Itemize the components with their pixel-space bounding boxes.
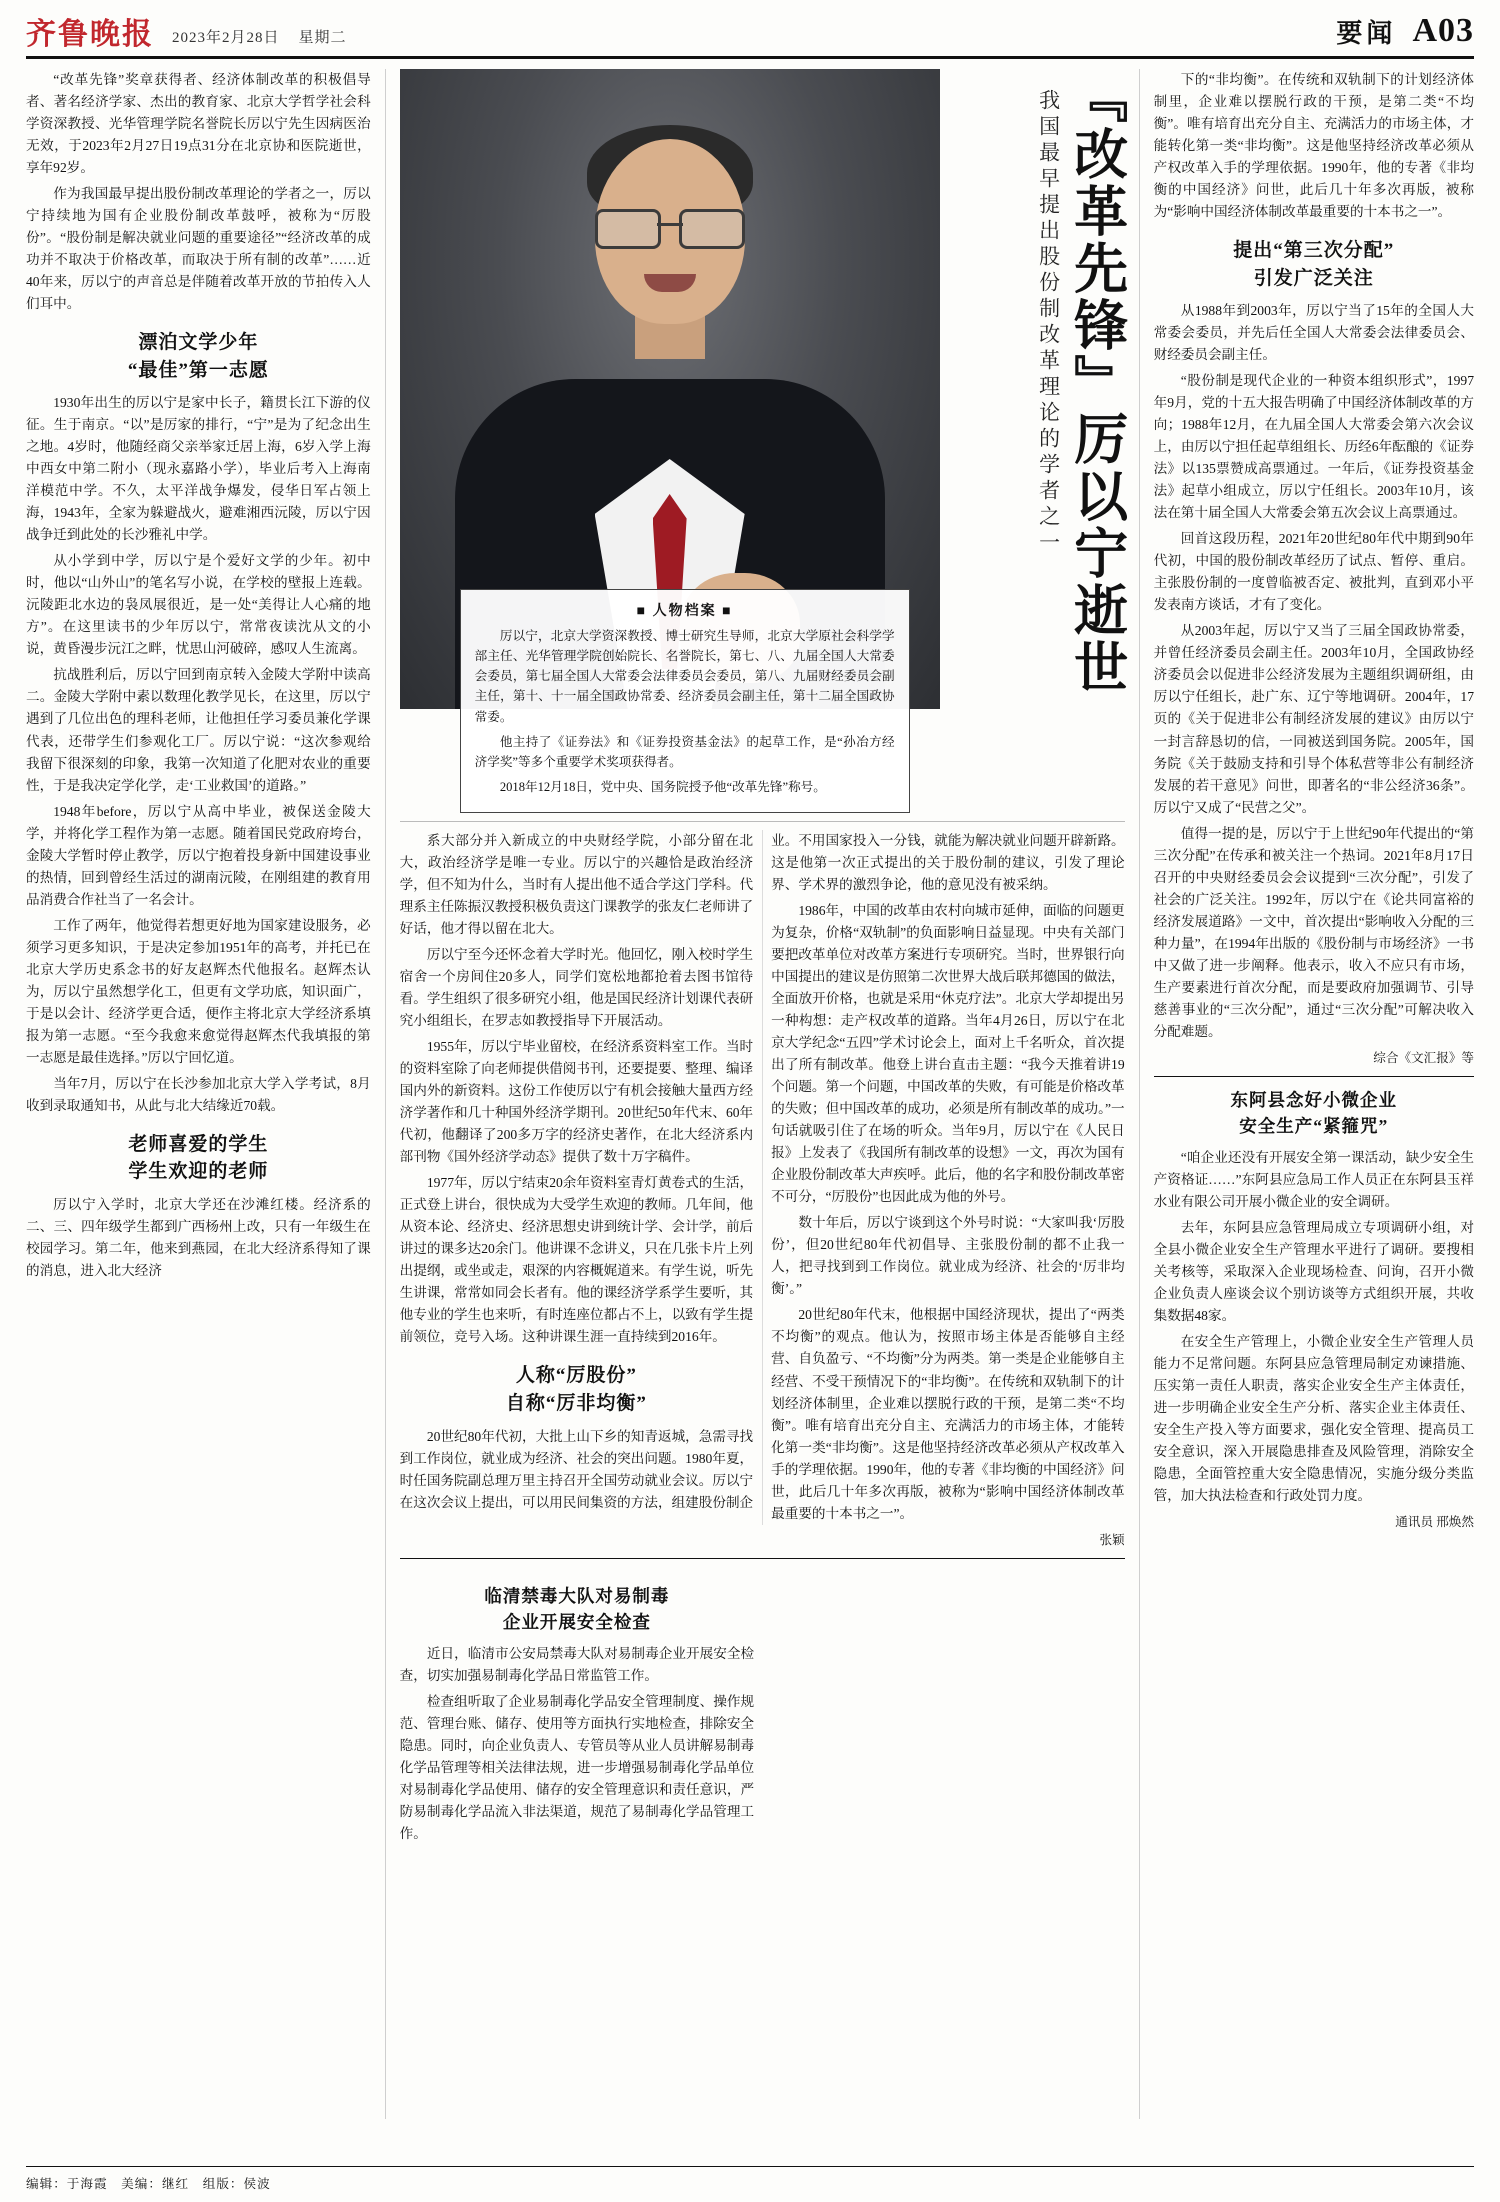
archive-p2: 他主持了《证券法》和《证券投资基金法》的起草工作，是“孙冶方经济学奖”等多个重要学术奖项获得者。 xyxy=(474,734,895,769)
page-footer: 编辑：于海霞 美编：继红 组版：侯波 xyxy=(26,2166,1474,2192)
archive-p1: 厉以宁，北京大学资深教授、博士研究生导师，北京大学原社会科学学部主任、光华管理学院创始院长、名誉院长，第七、八、九届全国人大常委会委员，第七届全国人大常委会法律委员会委员，第八、九届财经委员会副主任，第十、十一届全国政协常委、经济委员会副主任，第十二届全国政协常委。 xyxy=(474,629,895,724)
m-b2: 1986年，中国的改革由农村向城市延伸，面临的问题更为复杂，价格“双轨制”的负面影响日益显现。中央有关部门要把改革单位对改革方案进行专项研究。当时，世界银行向中国提出的建议是仿照第二次世界大战后联邦德国的做法，全面放开价格，也就是采用“休克疗法”。北京大学却提出另一种构想：走产权改革的道路。当年4月26日，厉以宁在北京大学纪念“五四”学术讨论会上，面对上千名听众，首次提出了所有制改革。他登上讲台直击主题：“我今天推着讲19个问题。第一个问题，中国改革的失败，有可能是价格改革的失败；但中国改革的成功，必须是所有制改革的成功。”一句话就吸引住了在场的听众。当年9月，厉以宁在《人民日报》上发表了《我国所有制改革的设想》一文，再次为国有企业股份制改革大声疾呼。此后，他的名字和股份制改革密不可分，“厉股份”也因此成为他的外号。 xyxy=(771,903,1125,1205)
mid-text-columns xyxy=(400,830,1125,1524)
r1-p4: 从2003年起，厉以宁又当了三届全国政协常委，并曾任经济委员会副主任。2003年10月，全国政协经济委员会以促进非公经济发展为主题组织调研组，由厉以宁任组长，赴广东、辽宁等地调研。2004年，17页的《关于促进非公有制经济发展的建议》由厉以宁一封言辞恳切的信，一同被送到国务院。2005年，国务院《关于鼓励支持和引导个体私营等非公有制经济发展的若干意见》问世，即著名的“非公经济36条”。厉以宁又成了“民营之父”。 xyxy=(1153,623,1474,815)
left-subhead-1 xyxy=(26,329,371,384)
weekday-text: 星期二 xyxy=(298,30,347,46)
right-column xyxy=(1154,69,1474,2119)
hero-headline: 『改革先锋』厉以宁逝世 xyxy=(1065,69,1130,696)
right-bottom-headline xyxy=(1154,1087,1474,1140)
mid-subhead-line2: 自称“厉非均衡” xyxy=(505,1393,647,1415)
hero-block xyxy=(400,69,1130,813)
l1-p4: 1948年before，厉以宁从高中毕业，被保送金陵大学，并将化学工程作为第一志愿。随着国民党政府垮台，金陵大学暂时停止教学，厉以宁抱着投身新中国建设事业的热情，回到曾经生活过的湖南沅陵，在刚组建的教育用品消费合作社当了一名会计。 xyxy=(26,803,371,907)
r-top-p1: 下的“非均衡”。在传统和双轨制下的计划经济体制里，企业难以摆脱行政的干预，是第二类“不均衡”。唯有培育出充分自主、充满活力的市场主体，才能转化第一类“非均衡”。这是他坚持经济改革必须从产权改革入手的学理依据。1990年，他的专著《非均衡的中国经济》问世，此后几十年多次再版，被称为“影响中国经济体制改革最重要的十本书之一”。 xyxy=(1153,72,1474,220)
left-subhead-1-line1: 漂泊文学少年 xyxy=(138,332,259,354)
archive-title: ■ 人物档案 ■ xyxy=(636,604,733,619)
lead-paragraphs xyxy=(26,69,371,315)
archive-box xyxy=(460,589,910,813)
r1-p1: 从1988年到2003年，厉以宁当了15年的全国人大常委会委员，并先后任全国人大常委会法律委员会、财经委员会副主任。 xyxy=(1153,303,1474,363)
left-subhead-1-line2: “最佳”第一志愿 xyxy=(127,359,269,381)
middle-column xyxy=(399,69,1130,2119)
m-c1: 数十年后，厉以宁谈到这个外号时说：“大家叫我‘厉股份’，但20世纪80年代初倡导、主张股份制的都不止我一人，把寻找到到工作岗位。就业成为经济、社会的‘厉非均衡’。” xyxy=(771,1215,1125,1297)
masthead-right xyxy=(1336,12,1474,50)
left-column xyxy=(26,69,371,2119)
section-name: 要闻 xyxy=(1336,19,1397,48)
mid-bottom-article xyxy=(400,1573,1125,1850)
page-number: A03 xyxy=(1412,12,1474,49)
mid-bottom-rule xyxy=(400,1558,1125,1559)
hero-photo-wrap xyxy=(400,69,940,813)
r1-p5: 值得一提的是，厉以宁于上世纪90年代提出的“第三次分配”在传承和被关注一个热词。2021年8月17日召开的中央财经委员会会议提到“三次分配”，引发了社会的广泛关注。1992年，厉以宁在《论共同富裕的经济发展道路》一文中，首次提出“影响收入分配的三种力量”，在1994年出版的《股份制与市场经济》一书中又做了进一步阐释。他表示，收入不应只有市场，生产要素进行首次分配，而是要政府加强调节、引导慈善事业的“三次分配”，通过“三次分配”可解决收入分配难题。 xyxy=(1153,825,1474,1039)
hero-title-block xyxy=(950,69,1130,813)
mid-rule xyxy=(400,821,1125,822)
right-subhead-1 xyxy=(1154,237,1474,292)
right-bottom-rule xyxy=(1154,1076,1474,1077)
page-content xyxy=(26,59,1474,2119)
r1-p2: “股份制是现代企业的一种资本组织形式”，1997年9月，党的十五大报告明确了中国经济体制改革的方向；1988年12月，在九届全国人大常委会第六次会议上，由厉以宁担任起草组组长、历经6年酝酿的《证券法》以135票赞成高票通过。一年后，《证券投资基金法》起草小组成立，厉以宁任组长。2003年10月，该法在第十届全国人大常委会第五次会议上高票通过。 xyxy=(1153,373,1474,521)
left-subhead-2 xyxy=(26,1131,371,1186)
right-bottom-credit: 通讯员 邢焕然 xyxy=(1395,1515,1474,1530)
m-a2: 厉以宁至今还怀念着大学时光。他回忆，刚入校时学生宿舍一个房间住20多人，同学们宽松地都抢着去图书馆待看。学生组织了很多研究小组，他是国民经济计划课代表研究小组组长，在罗志如教授指导下开展活动。 xyxy=(399,947,754,1029)
m-a3: 1955年，厉以宁毕业留校，在经济系资料室工作。当时的资料室除了向老师提供借阅书刊，还要提要、整理、编译国内外的新资料。这份工作使厉以宁有机会接触大量西方经济学著作和几十种国外经济学期刊。20世纪50年代末、60年代初，他翻译了200多万字的经济史著作，在北大经济系内部刊物《国外经济学动态》提供了数十万字稿件。 xyxy=(399,1039,754,1165)
l1-p5: 工作了两年，他觉得若想更好地为国家建设服务，必须学习更多知识，于是决定参加1951年的高考，并托已在北京大学历史系念书的好友赵辉杰代他报名。赵辉杰认为，厉以宁虽然想学化工，但更有文学功底，知识面广，于是以会计、经济学更合适，便作主将北京大学经济系填报为第一志愿。“至今我愈来愈觉得赵辉杰代我填报的第一志愿是最佳选择。”厉以宁回忆道。 xyxy=(26,917,371,1065)
paper-date xyxy=(172,26,347,50)
right-bottom-headline-line1: 东阿县念好小微企业 xyxy=(1230,1089,1398,1110)
mid-subhead-line1: 人称“厉股份” xyxy=(515,1365,637,1387)
left-section-1 xyxy=(26,392,371,1117)
l1-p6: 当年7月，厉以宁在长沙参加北京大学入学考试，8月收到录取通知书，从此与北大结缘近70载。 xyxy=(26,1075,371,1113)
right-credit: 综合《文汇报》等 xyxy=(1373,1050,1474,1065)
mb-p2: 检查组听取了企业易制毒化学品安全管理制度、操作规范、管理台账、储存、使用等方面执行实地检查，排除安全隐患。同时，向企业负责人、专管员等从业人员讲解易制毒化学品管理等相关法律法规，进一步增强易制毒化学品单位对易制毒化学品使用、储存的安全管理意识和责任意识，严防易制毒化学品流入非法渠道，规范了易制毒化学品管理工作。 xyxy=(399,1694,755,1842)
lead-para-1: “改革先锋”奖章获得者、经济体制改革的积极倡导者、著名经济学家、杰出的教育家、北京大学哲学社会科学资深教授、光华管理学院名誉院长厉以宁先生因病医治无效，于2023年2月27日19点31分在北京协和医院逝世，享年92岁。 xyxy=(26,72,371,176)
mid-bottom-right-spacer xyxy=(770,1573,1125,1850)
right-bottom-headline-line2: 安全生产“紧箍咒” xyxy=(1239,1115,1389,1136)
mid-bottom-headline-line1: 临清禁毒大队对易制毒 xyxy=(484,1585,670,1606)
mid-subhead xyxy=(400,1362,754,1417)
m-a4: 1977年，厉以宁结束20余年资料室青灯黄卷式的生活，正式登上讲台，很快成为大受学生欢迎的教师。几年间，他从资本论、经济史、经济思想史讲到统计学、会计学，前后讲过的课多达20余门。他讲课不念讲义，只在几张卡片上列出提纲，或坐或走，艰深的内容概娓道来。有学生说，听先生讲课，常常如同会长者有。他的课经济学系学生要听，其他专业的学生也来听，有时连座位都占不上，以致有学生提前领位，竞号入场。这种讲课生涯一直持续到2016年。 xyxy=(399,1175,754,1345)
archive-p3: 2018年12月18日，党中央、国务院授予他“改革先锋”称号。 xyxy=(499,779,826,794)
left-subhead-2-line1: 老师喜爱的学生 xyxy=(128,1133,269,1155)
paper-name: 齐鲁晚报 xyxy=(26,17,154,52)
l2-p1: 厉以宁入学时，北京大学还在沙滩红楼。经济系的二、三、四年级学生都到广西杨州上改，只有一年级生在校园学习。第二年，他来到燕园，在北大经济系得知了课的消息，进入北大经济 xyxy=(26,1196,371,1278)
mid-bottom-headline-line2: 企业开展安全检查 xyxy=(502,1611,651,1632)
right-subhead-1-line2: 引发广泛关注 xyxy=(1253,267,1374,289)
m-b1: 20世纪80年代初，大批上山下乡的知青返城，急需寻找到工作岗位，就业成为经济、社会的突出问题。1980年夏，时任国务院副总理万里主持召开全国劳动就业会议。厉以宁在这次会议上提出，可以用民间集资的方法，组建股份制企业。不用国家投入一分钱，就能为解决就业问题开辟新路。这是他第一次正式提出的关于股份制的建议，引发了理论界、学术界的激烈争论，他的意见没有被采纳。 xyxy=(399,833,1125,1510)
r1-p3: 回首这段历程，2021年20世纪80年代中期到90年代初，中国的股份制改革经历了试点、暂停、重启。主张股份制的一度曾临被否定、被批判，直到邓小平发表南方谈话，才有了变化。 xyxy=(1153,531,1474,613)
rb-p2: 去年，东阿县应急管理局成立专项调研小组，对全县小微企业安全生产管理水平进行了调研。要搜相关考核等，采取深入企业现场检查、问询，召开小微企业负责人座谈会议个别访谈等方式组织开展，共收集数据48家。 xyxy=(1153,1220,1474,1324)
l1-p1: 1930年出生的厉以宁是家中长子，籍贯长江下游的仪征。生于南京。“以”是厉家的排行，“宁”是为了纪念出生之地。4岁时，他随经商父亲举家迁居上海，6岁入学上海中西女中第二附小（现永嘉路小学），毕业后考入上海南洋模范中学。不久，太平洋战争爆发，侵华日军占领上海，1943年，全家为躲避战火，避难湘西沅陵，厉以宁因战争迁到此处的长沙雅礼中学。 xyxy=(26,395,371,543)
right-subhead-1-line1: 提出“第三次分配” xyxy=(1233,240,1395,262)
masthead xyxy=(26,0,1474,59)
mid-credit: 张颖 xyxy=(1099,1532,1125,1547)
l1-p2: 从小学到中学，厉以宁是个爱好文学的少年。初中时，他以“山外山”的笔名写小说，在学校的壁报上连载。沅陵距北水边的袅凤展很近，是一处“美得让人心痛的地方”。在这里读书的少年厉以宁，常常夜读沈从文的小说，黄昏漫步沅江之畔，忧思山河破碎，感叹人生流离。 xyxy=(26,553,371,657)
hero-subheadline: 我国最早提出股份制改革理论的学者之一 xyxy=(1036,89,1061,557)
column-divider-2 xyxy=(1139,69,1140,2119)
left-section-2 xyxy=(26,1194,371,1282)
rb-p3: 在安全生产管理上，小微企业安全生产管理人员能力不足常问题。东阿县应急管理局制定劝谏措施、压实第一责任人职责，落实企业安全生产主体责任，进一步明确企业安全生产分析、落实企业主体责任、安全生产投入等方面要求，强化安全管理、提高员工安全意识，深入开展隐患排查及风险管理，消除安全隐患，全面管控重大安全隐患情况，实施分级分类监管，加大执法检查和行政处罚力度。 xyxy=(1153,1334,1474,1504)
l1-p3: 抗战胜利后，厉以宁回到南京转入金陵大学附中读高二。金陵大学附中素以数理化教学见长，在这里，厉以宁遇到了几位出色的理科老师，让他担任学习委员兼化学课代表，还带学生们参观化工厂。厉以宁说：“这次参观给我留下很深刻的印象，我第一次知道了化肥对农业的重要性，于是我决定学化学，走‘工业救国’的道路。” xyxy=(26,667,371,793)
date-text: 2023年2月28日 xyxy=(172,30,280,46)
m-c2: 20世纪80年代末，他根据中国经济现状，提出了“两类不均衡”的观点。他认为，按照市场主体是否能够自主经营、自负盈亏、“不均衡”分为两类。第一类是企业能够自主经营、不受干预情况下的“非均衡”。在传统和双轨制下的计划经济体制里，企业难以摆脱行政的干预，是第二类“不均衡”。唯有培育出充分自主、充满活力的市场主体，才能转化第一类“非均衡”。这是他坚持经济改革必须从产权改革入手的学理依据。1990年，他的专著《非均衡的中国经济》问世，此后几十年多次再版，被称为“影响中国经济体制改革最重要的十本书之一”。 xyxy=(771,1307,1125,1521)
mid-bottom-headline xyxy=(400,1583,755,1636)
m-a1: 系大部分并入新成立的中央财经学院，小部分留在北大，政治经济学是唯一专业。厉以宁的兴趣恰是政治经济学，但不知为什么，当时有人提出他不适合学这门学科。代理系主任陈振汉教授积极负责这门课教学的张友仁老师讲了好话，他才得以留在北大。 xyxy=(399,833,754,937)
lead-para-2: 作为我国最早提出股份制改革理论的学者之一，厉以宁持续地为国有企业股份制改革鼓呼，被称为“厉股份”。“股份制是解决就业问题的重要途径”“经济改革的成功并不取决于价格改革，而取决于所有制的改革”……近40年来，厉以宁的声音总是伴随着改革开放的节拍传入人们耳中。 xyxy=(26,186,371,312)
column-divider-1 xyxy=(385,69,386,2119)
masthead-left xyxy=(26,17,347,52)
rb-p1: “咱企业还没有开展安全第一课活动，缺少安全生产资格证……”东阿县应急局工作人员正在东阿县玉祥水业有限公司开展小微企业的安全调研。 xyxy=(1153,1150,1474,1210)
mid-bottom-left xyxy=(400,1573,755,1850)
left-subhead-2-line2: 学生欢迎的老师 xyxy=(128,1161,269,1183)
mb-p1: 近日，临清市公安局禁毒大队对易制毒企业开展安全检查，切实加强易制毒化学品日常监管工作。 xyxy=(399,1646,755,1684)
